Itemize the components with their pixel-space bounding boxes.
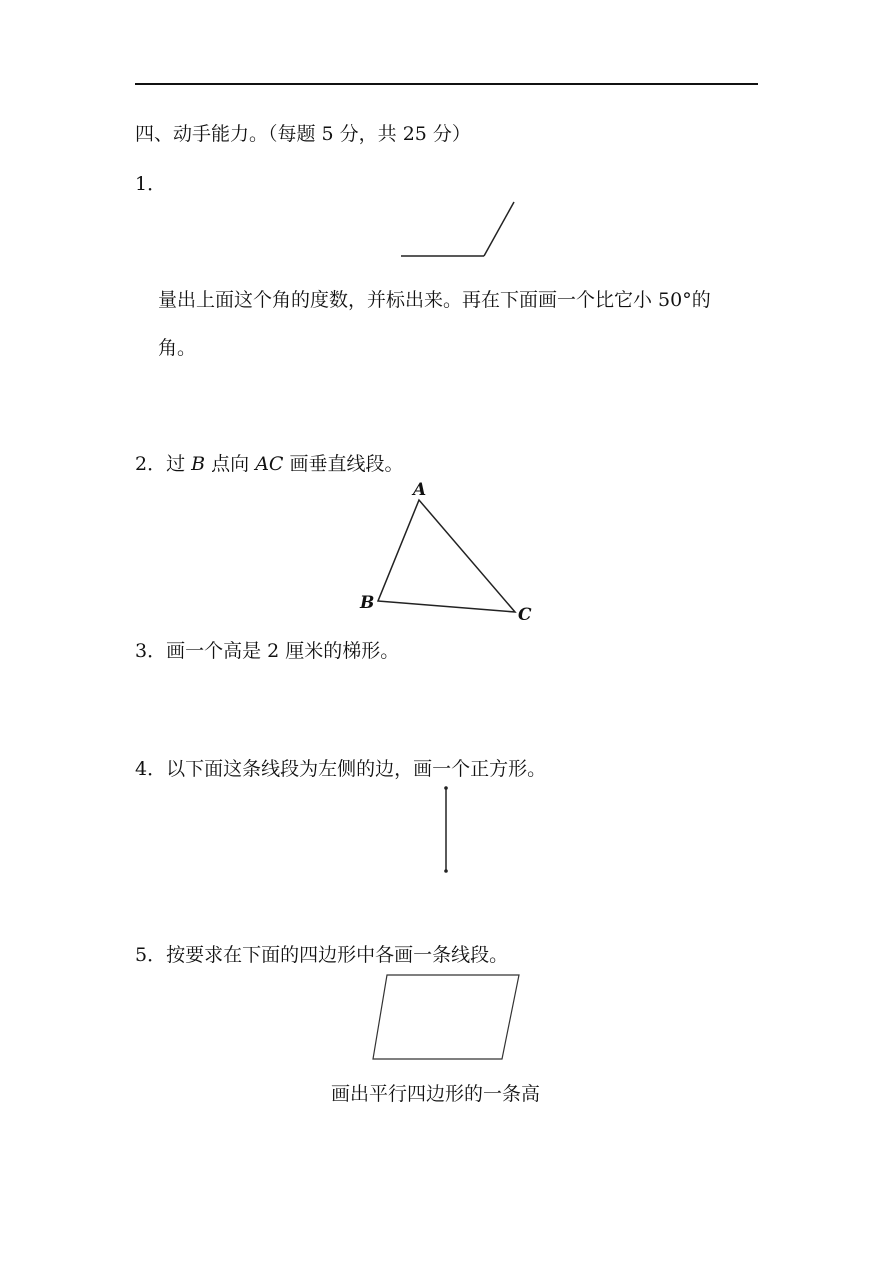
- q1-text-line1: 量出上面这个角的度数，并标出来。再在下面画一个比它小 50°的: [158, 289, 711, 311]
- q5-caption: 画出平行四边形的一条高: [331, 1083, 541, 1105]
- q5-parallelogram-figure: [373, 975, 519, 1059]
- q1-angle-slanted-ray: [484, 202, 514, 256]
- q2-triangle-abc: [378, 500, 515, 612]
- q4-segment-bottom-endpoint: [444, 869, 448, 873]
- q5-number: 5．: [135, 944, 167, 966]
- q5-text: 按要求在下面的四边形中各画一条线段。: [166, 944, 509, 966]
- q2-triangle-figure: [359, 480, 532, 625]
- q2-var-ac: AC: [255, 453, 284, 475]
- q4-segment-figure: [444, 786, 448, 873]
- q2-var-b: B: [191, 453, 206, 475]
- q4-text: 以下面这条线段为左侧的边，画一个正方形。: [166, 758, 547, 780]
- q3-text: 画一个高是 2 厘米的梯形。: [166, 640, 400, 662]
- q2-text-mid: 点向: [205, 453, 256, 475]
- q4-number: 4．: [135, 758, 167, 780]
- q2-text-post: 画垂直线段。: [283, 453, 404, 475]
- q4-segment-top-endpoint: [444, 786, 448, 790]
- q2-text-pre: 过: [166, 453, 192, 475]
- q2-label-a: A: [413, 480, 427, 500]
- q2-label-b: B: [360, 593, 375, 613]
- q2-number: 2．: [135, 453, 167, 475]
- section-heading: 四、动手能力。（每题 5 分，共 25 分）: [135, 123, 471, 145]
- q2-label-c: C: [518, 605, 532, 625]
- q1-angle-figure: [401, 202, 514, 256]
- q1-text-line2: 角。: [158, 337, 197, 359]
- q1-number: 1．: [135, 173, 167, 195]
- q5-parallelogram: [373, 975, 519, 1059]
- q3-number: 3．: [135, 640, 167, 662]
